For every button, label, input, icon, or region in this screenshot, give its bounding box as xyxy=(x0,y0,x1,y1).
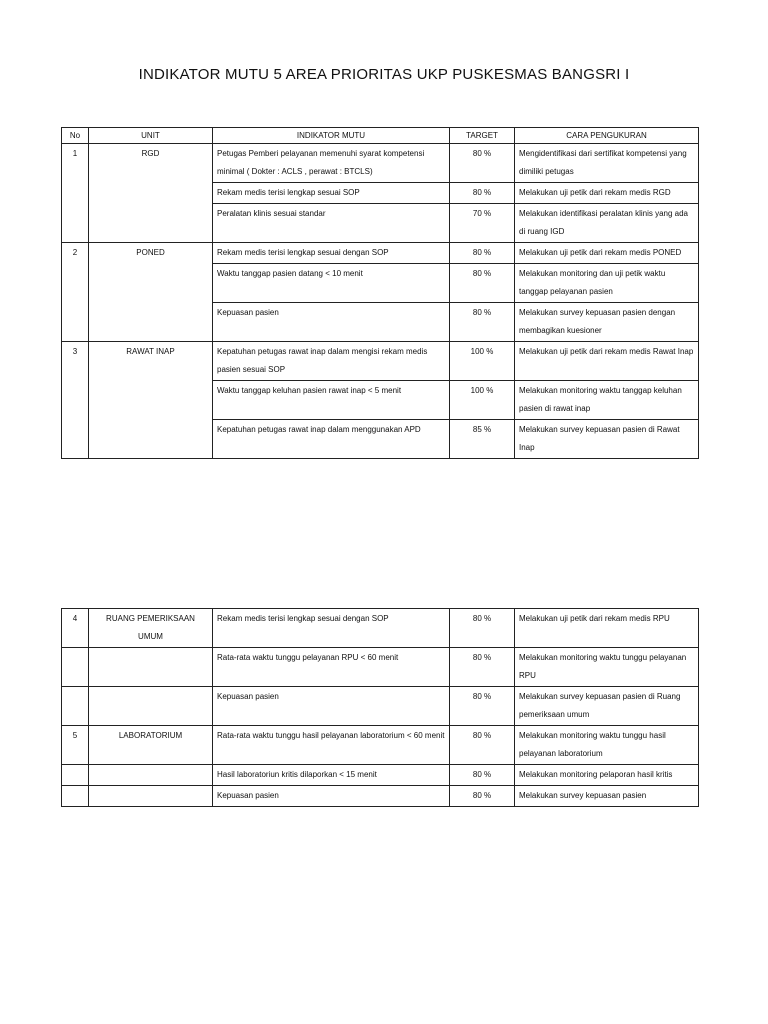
header-target: TARGET xyxy=(450,128,515,144)
cell-cara: Melakukan identifikasi peralatan klinis yang ada di ruang IGD xyxy=(515,204,699,243)
cell-unit xyxy=(89,765,213,786)
cell-unit: RGD xyxy=(89,144,213,243)
cell-unit: LABORATORIUM xyxy=(89,726,213,765)
cell-indikator: Petugas Pemberi pelayanan memenuhi syarat kompetensi minimal ( Dokter : ACLS , perawat : BTCLS) xyxy=(213,144,450,183)
cell-cara: Melakukan survey kepuasan pasien di Rawat Inap xyxy=(515,420,699,459)
cell-cara: Melakukan survey kepuasan pasien xyxy=(515,786,699,807)
cell-cara: Melakukan uji petik dari rekam medis RGD xyxy=(515,183,699,204)
header-cara: CARA PENGUKURAN xyxy=(515,128,699,144)
cell-target: 100 % xyxy=(450,381,515,420)
table-header-row xyxy=(62,128,699,144)
table-row xyxy=(62,243,699,264)
cell-cara: Melakukan monitoring waktu tunggu pelayanan RPU xyxy=(515,648,699,687)
indicator-table-page-bottom xyxy=(61,608,699,807)
cell-no: 3 xyxy=(62,342,89,459)
cell-no: 5 xyxy=(62,726,89,765)
cell-target: 80 % xyxy=(450,303,515,342)
header-unit: UNIT xyxy=(89,128,213,144)
cell-no: 4 xyxy=(62,609,89,648)
cell-indikator: Waktu tanggap pasien datang < 10 menit xyxy=(213,264,450,303)
table-row xyxy=(62,648,699,687)
cell-target: 80 % xyxy=(450,648,515,687)
cell-indikator: Peralatan klinis sesuai standar xyxy=(213,204,450,243)
cell-target: 70 % xyxy=(450,204,515,243)
cell-target: 80 % xyxy=(450,183,515,204)
cell-no: 2 xyxy=(62,243,89,342)
indicator-table-page-top xyxy=(61,127,699,459)
cell-indikator: Kepuasan pasien xyxy=(213,786,450,807)
cell-unit xyxy=(89,648,213,687)
cell-indikator: Rekam medis terisi lengkap sesuai dengan SOP xyxy=(213,609,450,648)
cell-cara: Melakukan survey kepuasan pasien dengan membagikan kuesioner xyxy=(515,303,699,342)
cell-cara: Melakukan uji petik dari rekam medis RPU xyxy=(515,609,699,648)
table-row xyxy=(62,726,699,765)
table-row xyxy=(62,687,699,726)
cell-indikator: Rekam medis terisi lengkap sesuai dengan SOP xyxy=(213,243,450,264)
cell-target: 85 % xyxy=(450,420,515,459)
cell-indikator: Rata-rata waktu tunggu pelayanan RPU < 60 menit xyxy=(213,648,450,687)
cell-indikator: Hasil laboratoriun kritis dilaporkan < 15 menit xyxy=(213,765,450,786)
cell-unit: PONED xyxy=(89,243,213,342)
cell-unit: RAWAT INAP xyxy=(89,342,213,459)
cell-no xyxy=(62,687,89,726)
cell-no: 1 xyxy=(62,144,89,243)
cell-cara: Melakukan monitoring waktu tanggap keluhan pasien di rawat inap xyxy=(515,381,699,420)
cell-indikator: Rekam medis terisi lengkap sesuai SOP xyxy=(213,183,450,204)
table-row xyxy=(62,786,699,807)
header-indikator: INDIKATOR MUTU xyxy=(213,128,450,144)
cell-cara: Melakukan survey kepuasan pasien di Ruang pemeriksaan umum xyxy=(515,687,699,726)
cell-no xyxy=(62,648,89,687)
cell-target: 80 % xyxy=(450,726,515,765)
cell-indikator: Kepuasan pasien xyxy=(213,303,450,342)
cell-indikator: Waktu tanggap keluhan pasien rawat inap < 5 menit xyxy=(213,381,450,420)
table-row xyxy=(62,144,699,183)
cell-unit xyxy=(89,786,213,807)
cell-unit: RUANG PEMERIKSAAN UMUM xyxy=(89,609,213,648)
cell-no xyxy=(62,765,89,786)
table-row xyxy=(62,342,699,381)
cell-target: 80 % xyxy=(450,786,515,807)
table-row xyxy=(62,609,699,648)
cell-target: 80 % xyxy=(450,687,515,726)
cell-cara: Melakukan monitoring waktu tunggu hasil pelayanan laboratorium xyxy=(515,726,699,765)
cell-no xyxy=(62,786,89,807)
table-row xyxy=(62,765,699,786)
cell-indikator: Rata-rata waktu tunggu hasil pelayanan laboratorium < 60 menit xyxy=(213,726,450,765)
cell-unit xyxy=(89,687,213,726)
cell-target: 80 % xyxy=(450,144,515,183)
cell-cara: Melakukan uji petik dari rekam medis PONED xyxy=(515,243,699,264)
cell-indikator: Kepatuhan petugas rawat inap dalam menggunakan APD xyxy=(213,420,450,459)
cell-indikator: Kepatuhan petugas rawat inap dalam mengisi rekam medis pasien sesuai SOP xyxy=(213,342,450,381)
cell-target: 80 % xyxy=(450,765,515,786)
cell-target: 80 % xyxy=(450,243,515,264)
cell-indikator: Kepuasan pasien xyxy=(213,687,450,726)
cell-target: 80 % xyxy=(450,609,515,648)
header-no: No xyxy=(62,128,89,144)
document-title: INDIKATOR MUTU 5 AREA PRIORITAS UKP PUSKESMAS BANGSRI I xyxy=(138,66,630,83)
cell-cara: Melakukan monitoring pelaporan hasil kritis xyxy=(515,765,699,786)
cell-target: 100 % xyxy=(450,342,515,381)
cell-target: 80 % xyxy=(450,264,515,303)
cell-cara: Mengidentifikasi dari sertifikat kompetensi yang dimiliki petugas xyxy=(515,144,699,183)
cell-cara: Melakukan monitoring dan uji petik waktu tanggap pelayanan pasien xyxy=(515,264,699,303)
cell-cara: Melakukan uji petik dari rekam medis Rawat Inap xyxy=(515,342,699,381)
